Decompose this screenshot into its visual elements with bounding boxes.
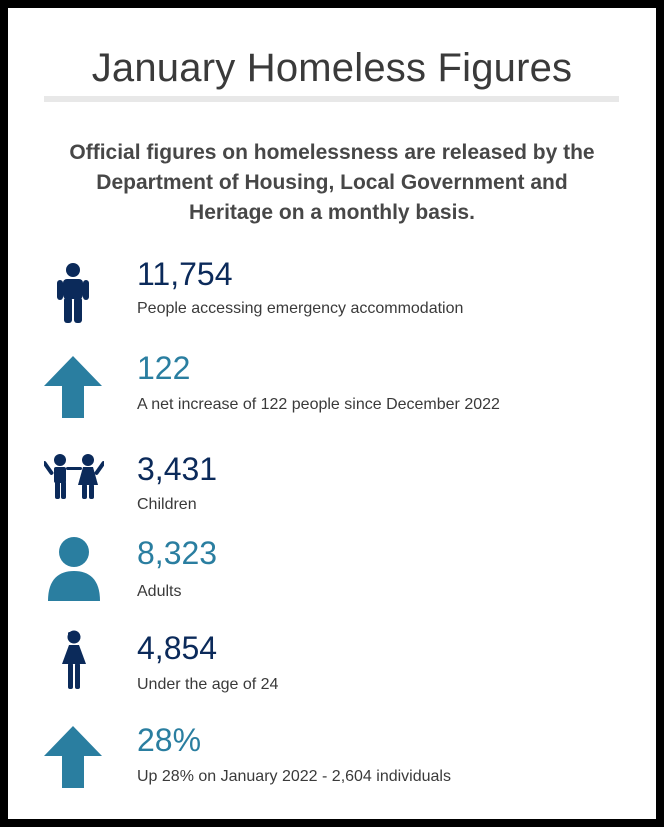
stat-label: Up 28% on January 2022 - 2,604 individuals (137, 768, 451, 785)
stat-label: A net increase of 122 people since December 2022 (137, 396, 500, 413)
stat-adults (8, 531, 656, 621)
stat-value: 4,854 (137, 630, 218, 666)
stat-value: 3,431 (137, 451, 218, 487)
person-icon (52, 262, 94, 324)
title-divider (44, 96, 619, 102)
infographic-card (8, 8, 656, 819)
stat-value: 8,323 (137, 535, 218, 571)
stat-label: Under the age of 24 (137, 676, 279, 693)
stat-net-increase (8, 348, 656, 438)
stat-value: 28% (137, 722, 202, 758)
stat-annual-increase (8, 716, 656, 806)
stat-children (8, 443, 656, 533)
stat-label: Children (137, 496, 197, 513)
page-title: January Homeless Figures (91, 46, 573, 90)
children-icon (44, 453, 104, 501)
arrow-up-icon (44, 726, 102, 788)
stat-label: Adults (137, 583, 182, 600)
adult-icon (48, 537, 100, 601)
stat-value: 122 (137, 350, 191, 386)
stat-people-accommodation (8, 256, 656, 346)
stat-value: 11,754 (137, 256, 233, 292)
stat-under-24 (8, 622, 656, 712)
arrow-up-icon (44, 356, 102, 418)
intro-text: Official figures on homelessness are released by the Department of Housing, Local Government and Heritage on a monthly basis. (69, 141, 595, 224)
stat-label: People accessing emergency accommodation (137, 300, 464, 317)
girl-icon (60, 630, 88, 690)
